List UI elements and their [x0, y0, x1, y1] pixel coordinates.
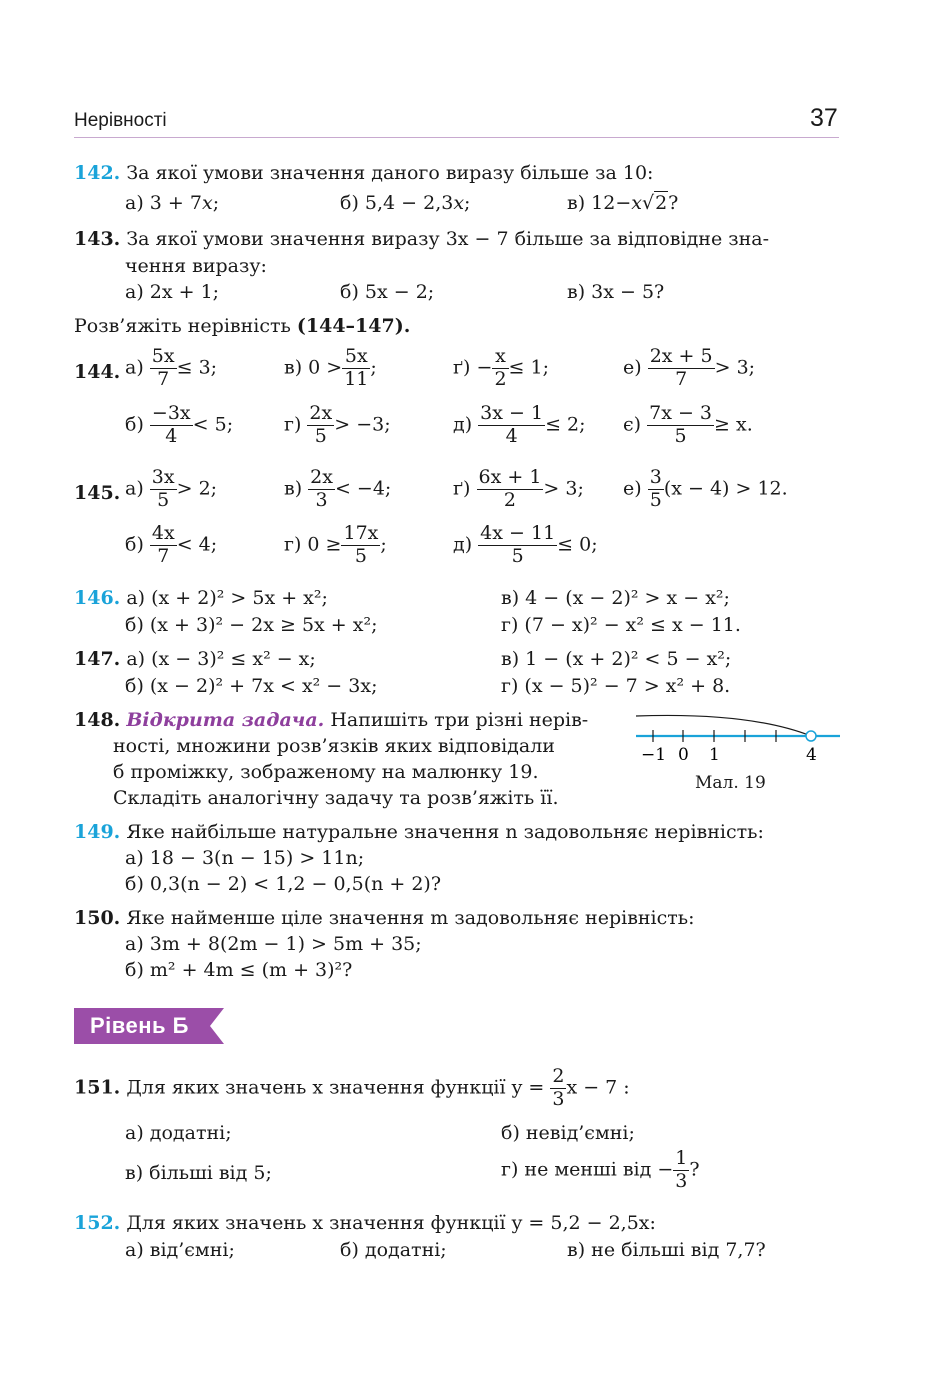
item-150a: а) 3m + 8(2m − 1) > 5m + 35;: [125, 933, 422, 955]
item-151b: б) невід’ємні;: [501, 1122, 635, 1144]
problem-148-line4: Складіть аналогічну задачу та розв’яжіть її.: [113, 787, 559, 809]
problem-146: 146. а) (x + 2)² > 5x + x²;: [74, 587, 328, 609]
problem-150: 150. Яке найменше ціле значення m задовольняє нерівність:: [74, 907, 695, 929]
problem-143-line2: чення виразу:: [125, 255, 267, 277]
item-147b: в) 1 − (x + 2)² < 5 − x²;: [501, 648, 732, 670]
fraction-item: б) $\frac{4x}{7}$ < 4;: [125, 522, 218, 567]
item-142c: в) 12−x√2?: [567, 192, 679, 214]
problem-148-line2: ності, множини розв’язків яких відповідали: [113, 735, 555, 757]
item-142b: б) 5,4 − 2,3x;: [340, 192, 471, 214]
level-label: Рівень Б: [90, 1013, 189, 1038]
item-146c: б) (x + 3)² − 2x ≥ 5x + x²;: [125, 614, 378, 636]
item-151c: в) більші від 5;: [125, 1162, 272, 1184]
fraction-item: г) 0 ≥ $\frac{17x}{5}$ ;: [284, 522, 387, 567]
item-146d: г) (7 − x)² − x² ≤ x − 11.: [501, 614, 741, 636]
fraction-item: е) $\frac{3}{5}$ (x − 4) > 12.: [623, 466, 788, 511]
problem-145-number: 145.: [74, 482, 121, 504]
fraction-item: д) $\frac{4x - 11}{5}$ ≤ 0;: [453, 522, 598, 567]
item-147c: б) (x − 2)² + 7x < x² − 3x;: [125, 675, 378, 697]
problem-147: 147. а) (x − 3)² ≤ x² − x;: [74, 648, 316, 670]
fraction-item: ґ) $\frac{6x + 1}{2}$ > 3;: [453, 466, 584, 511]
page-number: 37: [810, 104, 838, 132]
sqrt-icon: √: [641, 192, 655, 214]
problem-143: 143. За якої умови значення виразу 3x − 7 більше за відповідне зна-: [74, 228, 769, 250]
item-151a: а) додатні;: [125, 1122, 232, 1144]
fraction-item: в) $\frac{2x}{3}$ < −4;: [284, 466, 392, 511]
problem-148-line3: б проміжку, зображеному на малюнку 19.: [113, 761, 539, 783]
item-149a: а) 18 − 3(n − 15) > 11n;: [125, 847, 365, 869]
tick-label: 0: [678, 745, 689, 765]
fraction-item: а) $\frac{5x}{7}$ ≤ 3;: [125, 345, 218, 390]
problem-152: 152. Для яких значень x значення функції y = 5,2 − 2,5x:: [74, 1212, 656, 1234]
fraction-item: ґ) − $\frac{x}{2}$ ≤ 1;: [453, 345, 549, 390]
fraction-item: г) $\frac{2x}{5}$ > −3;: [284, 402, 391, 447]
problem-151: 151. Для яких значень x значення функції y = $\frac{2}{3}$ x − 7 :: [74, 1065, 630, 1110]
item-143a: а) 2x + 1;: [125, 281, 220, 303]
item-143c: в) 3x − 5?: [567, 281, 665, 303]
tick-label: 4: [806, 745, 817, 765]
fraction-item: б) $\frac{-3x}{4}$ < 5;: [125, 402, 234, 447]
item-152b: б) додатні;: [340, 1239, 447, 1261]
item-151d: г) не менші від − $\frac{1}{3}$ ?: [501, 1147, 700, 1192]
item-146b: в) 4 − (x − 2)² > x − x²;: [501, 587, 730, 609]
fraction-item: д) $\frac{3x - 1}{4}$ ≤ 2;: [453, 402, 586, 447]
open-point-icon: [806, 731, 816, 741]
item-147d: г) (x − 5)² − 7 > x² + 8.: [501, 675, 731, 697]
problem-text: За якої умови значення даного виразу більше за 10:: [126, 162, 654, 184]
problem-number: 142.: [74, 162, 121, 184]
item-143b: б) 5x − 2;: [340, 281, 435, 303]
solution-arc: [636, 715, 811, 736]
problem-148: 148. Відкрита задача. Напишіть три різні нерів-: [74, 709, 589, 731]
figure-caption: Мал. 19: [695, 773, 766, 793]
problem-142: [74, 162, 653, 184]
header-rule: [74, 137, 839, 138]
fraction-item: а) $\frac{3x}{5}$ > 2;: [125, 466, 218, 511]
fraction-item: е) $\frac{2x + 5}{7}$ > 3;: [623, 345, 756, 390]
instruction: Розв’яжіть нерівність (144–147).: [74, 315, 411, 337]
item-152a: а) від’ємні;: [125, 1239, 235, 1261]
tick-label: −1: [641, 745, 667, 765]
fraction-item: є) $\frac{7x - 3}{5}$ ≥ x.: [623, 402, 753, 447]
number-line-figure: [630, 708, 845, 768]
item-142a: а) 3 + 7x;: [125, 192, 220, 214]
item-150b: б) m² + 4m ≤ (m + 3)²?: [125, 959, 353, 981]
tick-label: 1: [709, 745, 720, 765]
running-header: Нерівності: [74, 110, 167, 131]
item-149b: б) 0,3(n − 2) < 1,2 − 0,5(n + 2)?: [125, 873, 442, 895]
item-152c: в) не більші від 7,7?: [567, 1239, 766, 1261]
fraction-item: в) 0 > $\frac{5x}{11}$ ;: [284, 345, 377, 390]
problem-149: 149. Яке найбільше натуральне значення n задовольняє нерівність:: [74, 821, 764, 843]
problem-144-number: 144.: [74, 361, 121, 383]
